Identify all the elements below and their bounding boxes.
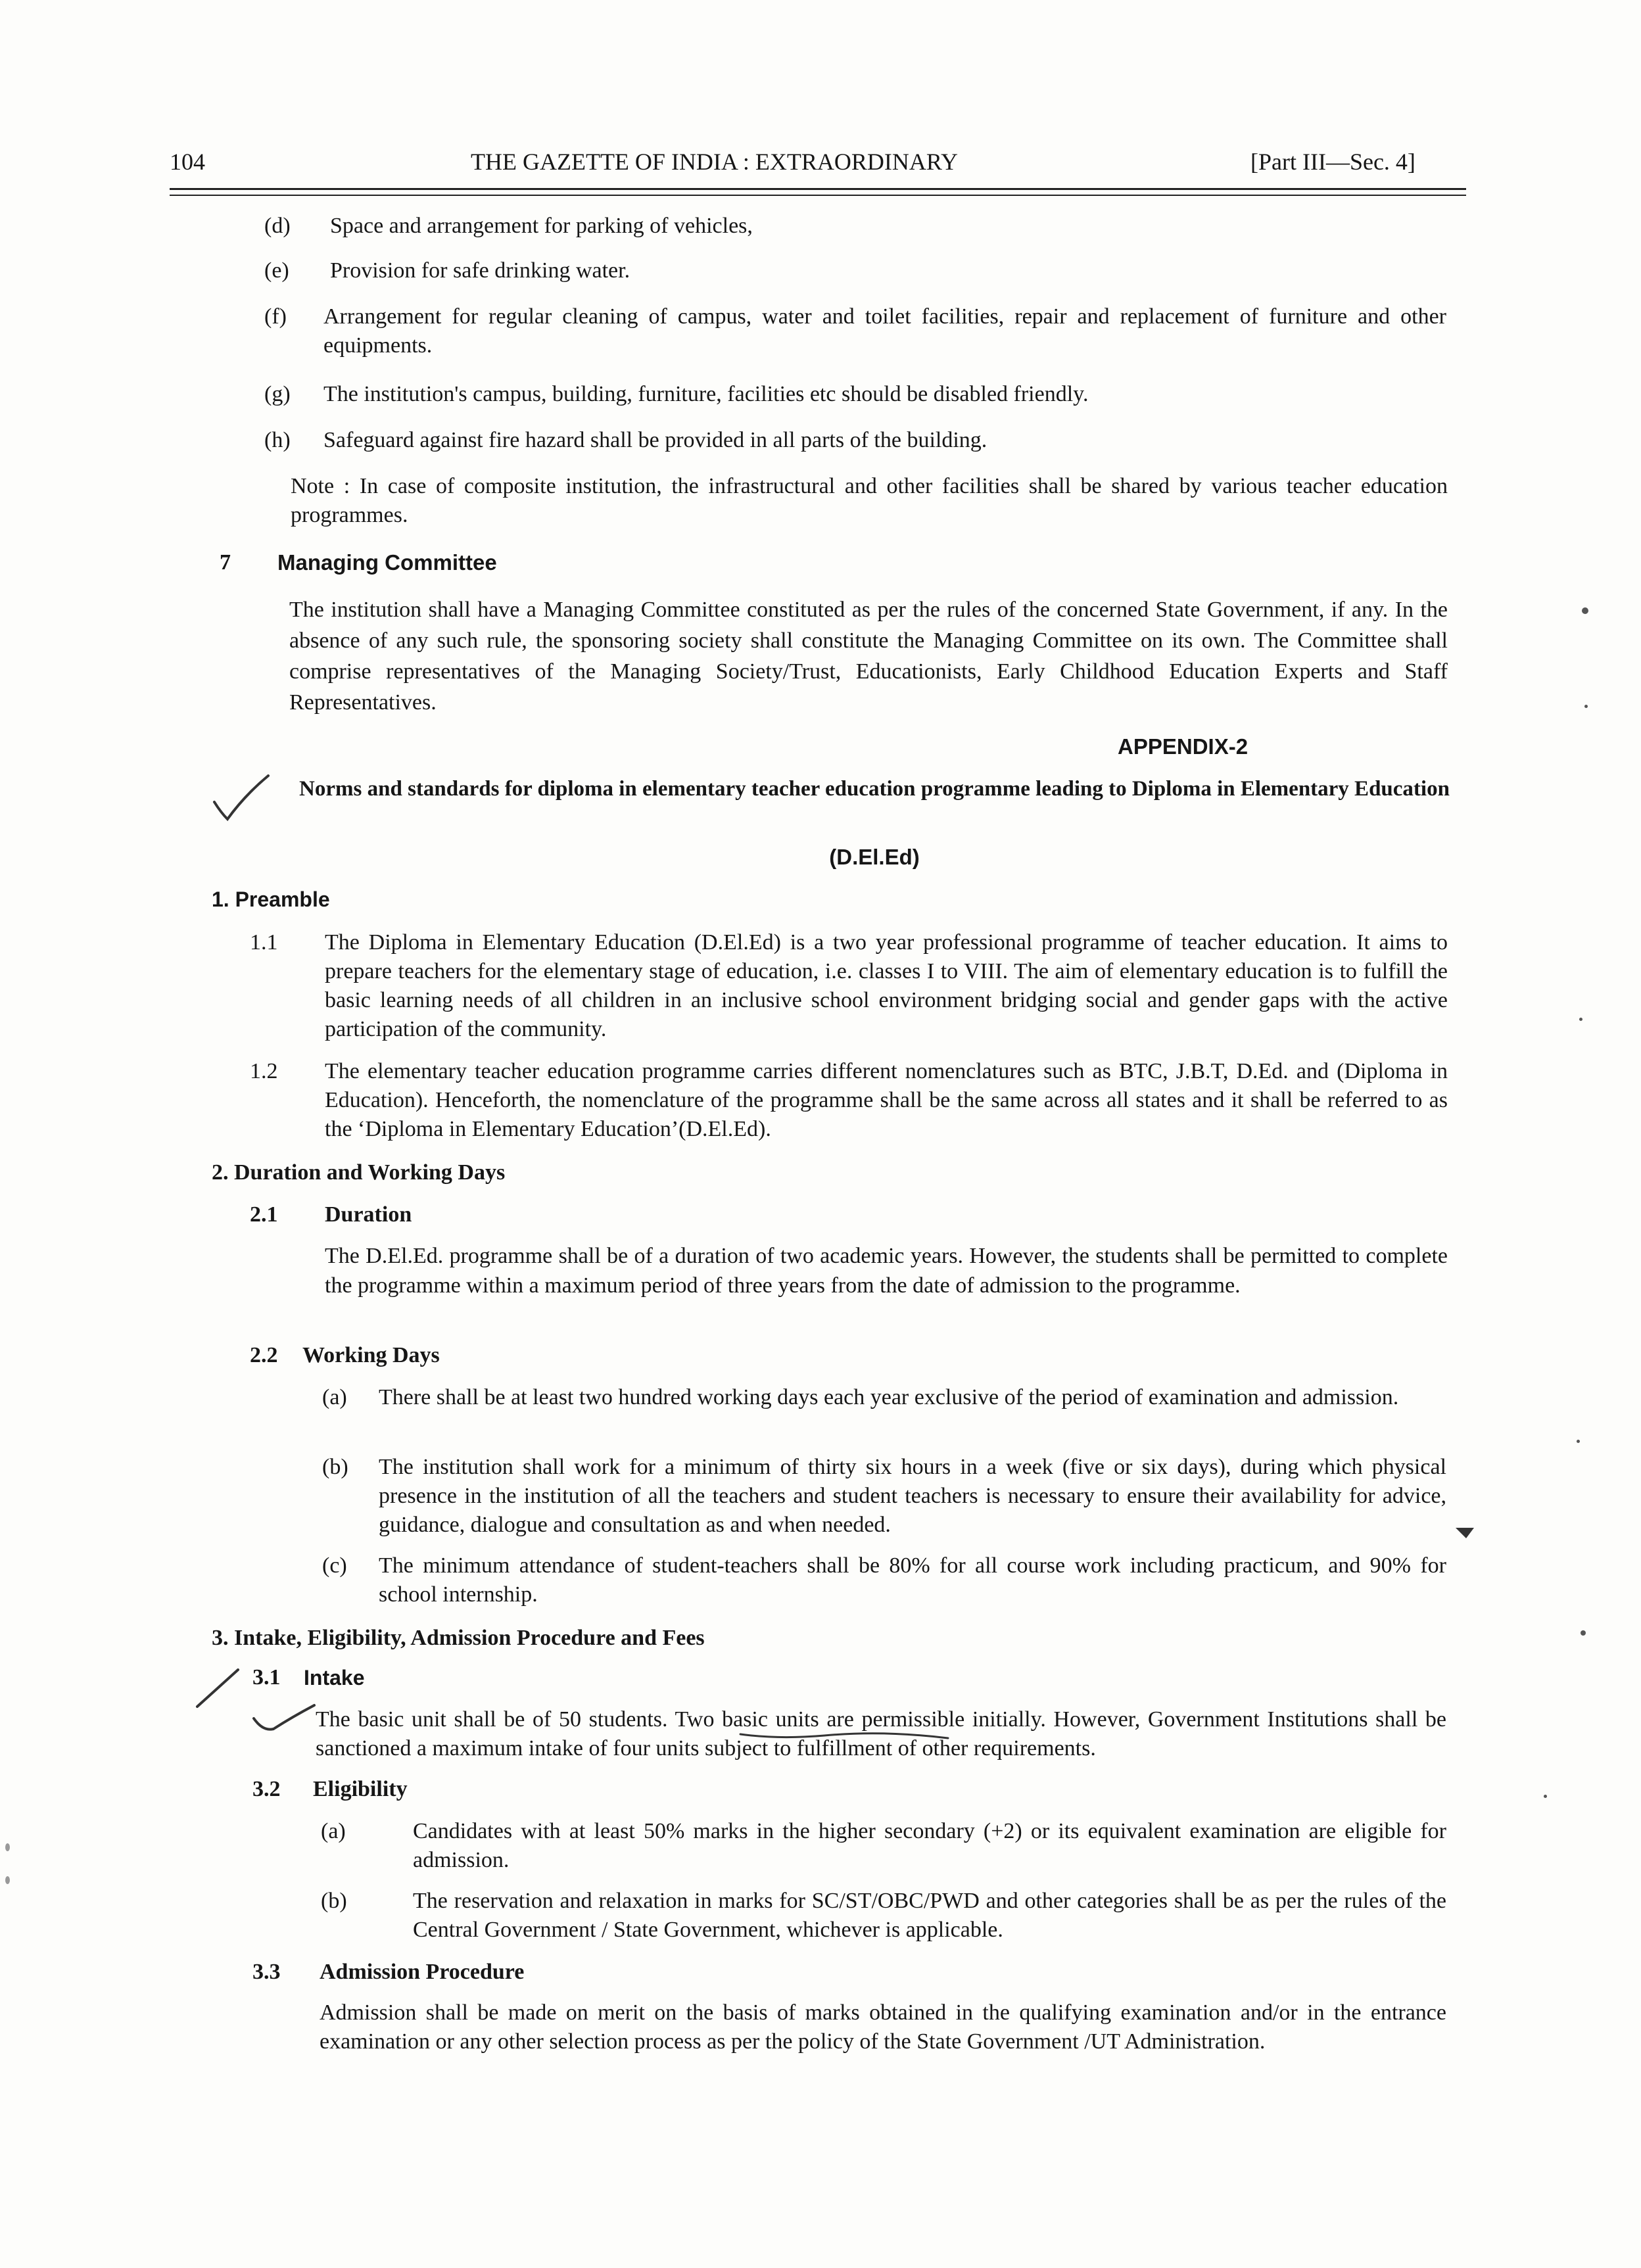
scan-speck: [1579, 1018, 1582, 1021]
item-label: (c): [322, 1553, 347, 1578]
item-text: The reservation and relaxation in marks for SC/ST/OBC/PWD and other categories shall be as per the rules of the Central Government / State Government, whichever is applicable.: [413, 1889, 1446, 1942]
scan-speck: [1544, 1795, 1547, 1798]
scan-speck: [1584, 705, 1588, 708]
appendix-subtitle: (D.El.Ed): [829, 845, 920, 869]
item-label: (f): [264, 304, 287, 329]
subsection-heading: Working Days: [302, 1343, 440, 1367]
item-label: (b): [321, 1889, 347, 1913]
scan-speck: [5, 1876, 10, 1884]
subsection-heading: Admission Procedure: [320, 1960, 525, 1984]
subsection-number: 3.1: [252, 1665, 281, 1689]
gazette-title: THE GAZETTE OF INDIA : EXTRAORDINARY: [471, 149, 958, 175]
item-label: (b): [322, 1455, 348, 1479]
item-label: (d): [264, 214, 291, 238]
item-label: (h): [264, 428, 291, 452]
item-label: (a): [321, 1819, 346, 1843]
arrow-mark: [1452, 1523, 1478, 1542]
item-text: The minimum attendance of student-teachers shall be 80% for all course work including practicum, and 90% for school internship.: [379, 1553, 1446, 1607]
section-number: 7: [220, 550, 231, 575]
header-rule-bottom: [170, 195, 1466, 196]
checkmark-icon: [251, 1703, 317, 1736]
section-paragraph: Admission shall be made on merit on the basis of marks obtained in the qualifying examination and/or in the entrance examination or any other selection process as per the policy of the State Government /UT Administration.: [320, 2000, 1446, 2054]
section-heading: 1. Preamble: [212, 887, 330, 911]
subsection-number: 2.2: [250, 1343, 278, 1367]
appendix-label: APPENDIX-2: [1118, 734, 1249, 759]
handwritten-underline: [739, 1730, 949, 1743]
subsection-heading: Eligibility: [313, 1777, 408, 1801]
section-paragraph: The elementary teacher education programme carries different nomenclatures such as BTC, J.B.T, D.Ed. and (Diploma in Education). Henceforth, the nomenclature of the programme shall be the same across all states and it shall be referred to as the ‘Diploma in Elementary Education’(D.El.Ed).: [325, 1059, 1448, 1141]
section-heading: 2. Duration and Working Days: [212, 1160, 506, 1185]
item-text: Arrangement for regular cleaning of campus, water and toilet facilities, repair and replacement of furniture and other equipments.: [323, 304, 1446, 358]
tick-mark-icon: [195, 1667, 241, 1711]
appendix-title: Norms and standards for diploma in elementary teacher education programme leading to Diploma in Elementary Education: [299, 777, 1450, 801]
scan-speck: [1582, 607, 1588, 614]
para-number: 1.2: [250, 1059, 278, 1083]
section-paragraph: The D.El.Ed. programme shall be of a duration of two academic years. However, the students shall be permitted to complete the programme within a maximum period of three years from the date of admission to the programme.: [325, 1244, 1448, 1298]
subsection-number: 3.2: [252, 1777, 281, 1801]
subsection-heading: Intake: [304, 1666, 365, 1689]
part-section: [Part III—Sec. 4]: [1250, 149, 1415, 175]
section-heading: Managing Committee: [277, 550, 497, 575]
item-text: Safeguard against fire hazard shall be provided in all parts of the building.: [323, 428, 987, 452]
header-rule-top: [170, 188, 1466, 190]
page-number: 104: [170, 149, 205, 175]
section-paragraph: The institution shall have a Managing Committee constituted as per the rules of the concerned State Government, if any. In the absence of any such rule, the sponsoring society shall constitute the Managing Committee on its own. The Committee shall comprise representatives of the Managing Society/Trust, Educationists, Early Childhood Education Experts and Staff Representatives.: [289, 598, 1448, 715]
item-text: Candidates with at least 50% marks in the higher secondary (+2) or its equivalent examination are eligible for admission.: [413, 1819, 1446, 1872]
item-text: There shall be at least two hundred working days each year exclusive of the period of examination and admission.: [379, 1385, 1399, 1409]
para-number: 1.1: [250, 930, 278, 955]
scan-speck: [1577, 1440, 1580, 1443]
item-label: (e): [264, 258, 289, 283]
scan-speck: [1581, 1630, 1586, 1636]
subsection-number: 2.1: [250, 1202, 278, 1227]
item-label: (a): [322, 1385, 347, 1409]
section-heading: 3. Intake, Eligibility, Admission Procedure and Fees: [212, 1626, 705, 1650]
item-label: (g): [264, 382, 291, 406]
item-text: Provision for safe drinking water.: [330, 258, 630, 283]
item-text: The institution's campus, building, furniture, facilities etc should be disabled friendly.: [323, 382, 1089, 406]
item-text: The institution shall work for a minimum of thirty six hours in a week (five or six days), during which physical presence in the institution of all the teachers and student teachers is necessary to ensure their availability for advice, guidance, dialogue and consultation as and when needed.: [379, 1455, 1446, 1537]
scan-speck: [5, 1843, 10, 1851]
subsection-heading: Duration: [325, 1202, 412, 1227]
section-paragraph: The basic unit shall be of 50 students. Two basic units are permissible initially. However, Government Institutions shall be sanctioned a maximum intake of four units subject to fulfillment of other requirements.: [316, 1707, 1446, 1760]
subsection-number: 3.3: [252, 1960, 281, 1984]
checkmark-icon: [212, 773, 271, 826]
section-paragraph: The Diploma in Elementary Education (D.El.Ed) is a two year professional programme of teacher education. It aims to prepare teachers for the elementary stage of education, i.e. classes I to VIII. The aim of elementary education is to fulfill the basic learning needs of all children in an inclusive school environment bridging social and gender gaps with the active participation of the community.: [325, 930, 1448, 1041]
item-text: Space and arrangement for parking of vehicles,: [330, 214, 753, 238]
note-text: Note : In case of composite institution, the infrastructural and other facilities shall be shared by various teacher education programmes.: [291, 474, 1448, 527]
